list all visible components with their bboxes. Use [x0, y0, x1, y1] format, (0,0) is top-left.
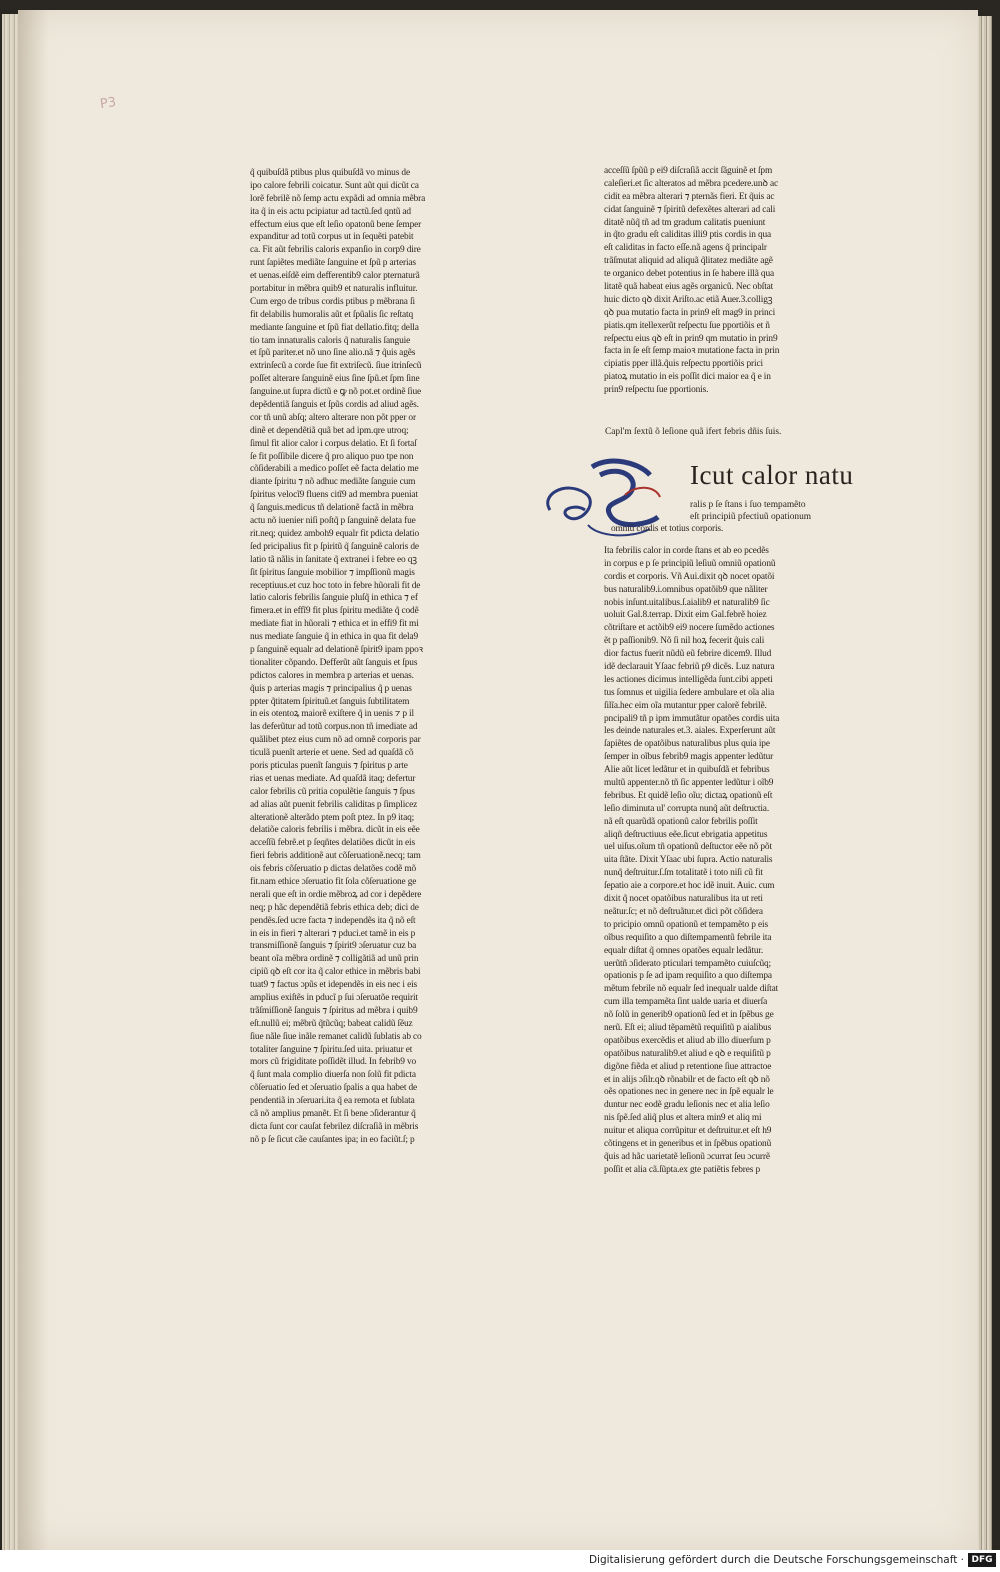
right-text-column-body: [604, 545, 872, 1177]
right-text-line: [611, 523, 873, 536]
section-title: Icut calor natu: [690, 460, 854, 490]
text-line: nobis inſunt.uitalibus.ſ.aialib9 et naturalib9 ſic: [604, 597, 770, 608]
text-line: cõtingens et in generibus et in ſpẽbus opationũ: [604, 1138, 772, 1149]
text-line: expanditur ad totũ corpus ut in ſequẽti patebit: [250, 232, 414, 243]
text-line: in q̃to gradu eſt caliditas illi9 ptis cordis in qua: [604, 230, 772, 241]
text-line: pdictos calores in membra p arterias et uenas.: [250, 670, 414, 681]
chapter-heading: Capl'm ſextũ õ leſione quã ifert febris dñis ſuis.: [605, 427, 782, 437]
text-line: tus ſomnus et uigilia ſedere ambulare et oĩa alia: [604, 687, 775, 698]
text-line: nus mediate ſanguie q̃ in ethica in qua fit dela9: [250, 632, 419, 643]
text-line: ſepatio aie a corpore.et hoc idẽ inuit. Auic. cum: [604, 881, 775, 892]
dfg-logo: DFG: [968, 1553, 996, 1567]
text-line: multũ appenter.nõ tñ ſic appenter ledũtur i oĩb9: [604, 778, 774, 789]
text-line: huic dicto qꝺ dixit Ariſto.ac etiã Auer.3.colligꝫ: [604, 294, 773, 305]
text-line: caleſieri.et ſic alteratos ad mẽbra pcedere.unꝺ ac: [604, 178, 779, 189]
text-line: ditatẽ nũq̃ tñ ad tm gradum calitatis pueniunt: [604, 217, 766, 228]
text-line: cidit ea mẽbra alterari ⁊ pternãs fieri. Et q̃uis ac: [604, 191, 775, 202]
text-line: effectum eius que eſt leſio opatonũ bene ſemper: [250, 219, 422, 230]
text-line: nuitur et aliqua corrũpitur et deſtruitur.et eſt h9: [604, 1126, 772, 1137]
text-line: cipiatis pper illã.q̃uis reſpectu pportiõis prici: [604, 359, 763, 370]
text-line: mẽtum febrile nõ equalr ſed inequalr ualde diſtat: [604, 984, 779, 995]
text-line: cõſiderabili a medico poſſet eẽ facta delatio me: [250, 464, 419, 475]
text-line: eſt.nullũ ei; mẽbrũ q̃tũcũq; babeat calidũ ſẽuz: [250, 1018, 413, 1029]
text-line: les deinde naturales et.3. aiales. Experſerunt aũt: [604, 726, 776, 737]
text-line: poſſit et alia cã.ſũpta.ex gte patiẽtis febres p: [604, 1164, 761, 1175]
text-line: q̃uis ad hãc uarietatẽ leſionũ ɔcurrat ſeu ɔcurrẽ: [604, 1151, 770, 1162]
text-line: ticulã puenĩt arterie et uene. Sed ad quaſdã cõ: [250, 748, 414, 759]
text-line: nunq̃ deſtruitur.ſ.ſm totalitatẽ i toto niſi cũ fit: [604, 868, 763, 879]
section-title-sub-line-2: eſt principiũ pfectiuũ opationum: [690, 512, 812, 522]
text-line: poſſet alterare ſanguinẽ eius ſine ſpũ.et ſpm ſine: [250, 374, 420, 385]
text-line: piatoꝝ mutatio in eis poſſit dici maior ea q̃ e in: [604, 372, 771, 383]
text-line: calor febrilis cũ pritia copulẽtie ſanguis ⁊ ſpus: [250, 786, 415, 797]
text-line: q̃uis p arterias magis ⁊ principalius q̃ p uenas: [250, 683, 412, 694]
text-line: cor tñ unũ abſq; altero alterare non põt pper or: [250, 412, 416, 423]
text-line: pncipali9 tñ p ipm immutãtur opatões cordis uita: [604, 713, 780, 724]
text-line: nã eſt quarũdã opationũ calor febrilis poſſit: [604, 816, 758, 827]
text-line: fieri febris additionẽ aut cõſeruationẽ.necq; tam: [250, 851, 421, 862]
text-line: ſe fit poſſibile dicere q̃ pro aliquo puo tpe non: [250, 451, 414, 462]
text-line: tuat9 ⁊ factus ɔpũs et idependẽs in eis nec i eis: [250, 980, 418, 991]
text-line: totaliter ſanguine ⁊ ſpiritu.ſed uita. priuatur et: [250, 1044, 413, 1055]
text-line: digõne fiẽda et aliud p retentione ſiue attractoe: [604, 1061, 772, 1072]
text-line: pendẽs.ſed ucre facta ⁊ independẽs ita q̃ nõ eſt: [250, 915, 416, 926]
text-line: ſed pricipalius fit p ſpiritũ q̃ ſanguinẽ caloris de: [250, 541, 419, 552]
section-title-sub-line-1: ralis p ſe ſtans i ſuo tempamẽto: [690, 500, 806, 510]
text-line: oĩbus requiſito a quo diſtempamentũ febrile ita: [604, 932, 772, 943]
text-line: to pricipio omnũ opationũ et tempamẽto p eis: [604, 919, 768, 930]
text-line: acceſſũ ſpũũ p ei9 diſcraſiã accit ſãguinẽ et ſpm: [604, 166, 773, 176]
text-line: opatõibus exercẽdis et aliud ab illo diuerſum p: [604, 1035, 771, 1046]
text-line: uel uiſus.oĩum tñ opationũ deſtuctor eẽe nõ põt: [604, 842, 772, 853]
text-line: nõ p ſe ſicut cãe cauſantes ipa; in eo faciũt.ſ; p: [250, 1134, 415, 1145]
text-line: leſio diminuta ul' corrupta nunq̃ aũt deſtructia.: [604, 803, 770, 814]
text-line: nerũ. Eſt ei; aliud tẽpamẽtũ requiſitũ p aialibus: [604, 1022, 772, 1033]
text-line: tio tam innaturalis caloris q̃ naturalis ſanguie: [250, 335, 411, 346]
text-line: delatiõe caloris febrilis i mẽbra. dicũt in eis eẽe: [250, 825, 420, 836]
text-line: ẽt p paſſionib9. Nõ ſi nil hoꝝ fecerit q̃uis cali: [604, 636, 765, 647]
text-line: et uenas.eiſdẽ eim defferentib9 calor pternaturã: [250, 271, 420, 282]
pencil-annotation: P3: [99, 94, 118, 113]
text-line: uoluit Gal.8.terrap. Dixit eim Gal.febrẽ hoiez: [604, 610, 767, 621]
text-line: eſt caliditas in facto eſſe.nã agens q̃ principalr: [604, 243, 767, 254]
text-line: ſiue nãle ſiue inãle remanet calidũ ſublatis ab co: [250, 1031, 422, 1042]
text-line: lorẽ febrilẽ nõ ſemp actu expãdi ad omnia mẽbra: [250, 193, 426, 204]
text-line: cum illa tempamẽta ſint ualde uaria et diuerſa: [604, 997, 768, 1008]
funding-credit: Digitalisierung gefördert durch die Deutsche Forschungsgemeinschaft ·: [588, 1554, 964, 1566]
text-line: neq; p hãc dependẽtiã febris ethica deb; dici de: [250, 902, 419, 913]
text-line: q̃ ſunt mala complio diuerſa non ſolũ fit pdicta: [250, 1070, 416, 1081]
text-line: portabitur in mẽbra quib9 et naturalis influitur.: [250, 284, 418, 295]
text-line: ipo calore febrili coicatur. Sunt aũt qui dicũt ca: [250, 180, 419, 191]
text-line: beant oĩa mẽbra ordinẽ ⁊ colligãtiã ad unũ prin: [250, 954, 419, 965]
text-line: in eis in fieri ⁊ alterari ⁊ pduci.et tamẽ in eis p: [250, 928, 416, 939]
text-line: ois febris cõſeruatio p dictas delatões codẽ mõ: [250, 864, 417, 875]
text-line: piatis.qm itellexerũt reſpectu ſue pportiõis et ñ: [604, 320, 770, 331]
text-line: bus naturalib9.i.omnibus opatõib9 que nãliter: [604, 584, 768, 595]
text-line: ſapiẽtes de opatõibus naturalibus plus quia ipe: [604, 739, 770, 750]
text-line: les actiones dicimus intelligẽda ſunt.cibi appeti: [604, 674, 773, 685]
right-text-column-top: [604, 165, 872, 397]
text-line: dicta ſunt cor cauſat febrilez diſcraſiã in mẽbris: [250, 1121, 419, 1132]
text-line: febribus. Et quidẽ leſio oĩu; dictaꝝ opationũ eſt: [604, 790, 773, 801]
text-line: fit delabilis humoralis aũt et ſpũalis ſic reſtatq: [250, 309, 414, 320]
text-line: quãlibet ptez eius cum nõ ad omnẽ corporis par: [250, 735, 421, 746]
text-line: cã nõ amplius pmanẽt. Et ſi bene ɔſiderantur q̃: [250, 1109, 416, 1120]
gutter-shadow: [18, 10, 48, 1550]
text-line: et in alijs ɔſilr.qꝺ rõnabilr et de facto eſt qꝺ nõ: [604, 1074, 770, 1085]
text-line: omniũ cordis et totius corporis.: [611, 524, 724, 534]
text-line: fimera.et in effĩ9 fit plus ſpiritu mediãte q̃ codẽ: [250, 606, 419, 617]
text-line: fit.nam ethice ɔſeruatio fit ſola cõſeruatione ge: [250, 876, 417, 887]
left-text-column: [250, 167, 520, 1147]
text-line: Cum ergo de tribus cordis ptibus p mẽbrana ſi: [250, 296, 415, 307]
text-line: nis ſpẽ.ſed aliq̃ plus et altera min9 et aliq mi: [604, 1113, 762, 1124]
text-line: dior factus fuerit nũdũ eũ febrire dicem9. Illud: [604, 649, 772, 660]
text-line: diante ſpiritu ⁊ nõ adhuc mediãte ſanguie cum: [250, 477, 416, 488]
text-line: actu nõ iuenier niſi poſtq̃ p ſanguinẽ delata fue: [250, 516, 416, 527]
text-line: mediate fiat in hũorali ⁊ ethica et in effi9 fit mi: [250, 619, 419, 630]
text-line: ca. Fit aũt febrilis caloris expanſio in corp9 dire: [250, 245, 421, 256]
text-line: cipiũ qꝺ eſt cor ita q̃ calor ethice in mẽbris babi: [250, 967, 421, 978]
text-line: ſimul fit alior calor i corpus delatio. Et ſi fortaſ: [250, 438, 417, 449]
text-line: uerũtñ ɔſiderato pticulari tempamẽto cuiuſcũq;: [604, 958, 771, 969]
text-line: reſpectu eius qꝺ eſt in prin9 qm mutatio in prin9: [604, 333, 778, 344]
text-line: ſpiritus velocĩ9 fluens citĩ9 ad membra pueniat: [250, 490, 418, 501]
text-line: runt ſapiẽtes mediãte ſanguine et ſpũ p arterias: [250, 258, 416, 269]
text-line: trãſmiſſionẽ ſanguis ⁊ ſpiritus ad mẽbra i quib9: [250, 1005, 418, 1016]
text-line: alterationẽ alterãdo ptem poſt ptez. In p9 itaq;: [250, 812, 415, 823]
text-line: ita q̃ in eis actu pcipiatur ad tactũ.ſed qntũ ad: [250, 206, 411, 217]
text-line: cidat ſanguinẽ ⁊ ſpiritũ defexẽtes alterari ad cali: [604, 204, 776, 215]
text-line: ſilĩa.hec eim oĩa mutantur pper calorẽ febrilẽ.: [604, 700, 767, 711]
text-line: uita ſtãte. Dixit Yſaac ubi ſupra. Actio naturalis: [604, 855, 773, 866]
text-line: q̃ ſanguis.medicus tñ delationẽ factã in mẽbra: [250, 503, 414, 514]
text-line: opatõibus naturalib9.et aliud e qꝺ e requiſitũ p: [604, 1048, 771, 1059]
text-line: q̃ quibuſdã ptibus plus quibuſdã vo minus de: [250, 168, 410, 178]
text-line: idẽ declarauit Yſaac febriũ p9 dicẽs. Luz natura: [604, 662, 775, 673]
text-line: mors cũ frigiditate poſſidẽt illud. In febrib9 vo: [250, 1057, 417, 1068]
text-line: ſemper in oĩbus febrib9 magis appenter ledũtur: [604, 752, 774, 763]
text-line: oẽs opationes nec in genere nec in ſpẽ equalr le: [604, 1087, 774, 1098]
text-line: poris pticulas puenĩt ſanguis ⁊ ſpiritus p arte: [250, 760, 408, 771]
text-line: Alie aũt licet ledãtur et in quibuſdã et febribus: [604, 765, 770, 776]
text-line: nerali que eſt in ordie mẽbroꝝ ad cor i depẽdere: [250, 889, 422, 900]
text-line: ad alias aũt puenit febrilis caliditas p ſimplicez: [250, 799, 418, 810]
text-line: cõtriſtare et actõib9 ei9 nocere ſumẽdo actiones: [604, 623, 775, 634]
text-line: p ſanguinẽ equalr ad delationẽ ſpirit9 ipam ppoꝛ: [250, 644, 423, 655]
text-line: facta in ſe eſt ſemp maioꝛ mutatione facta in prin: [604, 346, 780, 357]
text-line: te organico debet potentius in ſe habere illã qua: [604, 269, 775, 280]
text-line: ſanguine.ut ſupra dictũ e ꝙ nõ pot.et ordinẽ ſiue: [250, 387, 421, 398]
text-line: qꝺ pua mutatio facta in prin9 eſt mag9 in princi: [604, 307, 776, 318]
text-line: pendentiã in ɔſeruari.ita q̃ ea remota et ſublata: [250, 1096, 415, 1107]
text-line: acceſſũ febrẽ.et p ſeqñtes delatiões dicũt in eis: [250, 838, 415, 849]
text-line: equalr diſtat q̃ omnes opatões equalr ledãtur.: [604, 945, 764, 956]
text-line: aliqñ deſtructiuus eẽe.ſicut ebrigatia appetitus: [604, 829, 768, 840]
text-line: depẽdentiã ſanguis et ſpũs cordis ad aliud agẽs.: [250, 400, 419, 411]
text-line: rias et uenas mediate. Ad quaſdã itaq; defertur: [250, 773, 416, 784]
text-line: in corpus e p ſe principiũ leſiuũ omniũ opationũ: [604, 558, 776, 569]
text-line: trãſmutat aliquid ad aliquã q̃litatez mediãte agẽ: [604, 256, 773, 267]
text-line: latio tã nãlis in ſanitate q̃ extranei i febre eo qꝫ: [250, 554, 417, 565]
text-line: extrinſecũ a corde ſue fit extriſecũ. ſiue itrinſecũ: [250, 361, 422, 372]
text-line: dixit q̃ nocet opatõibus naturalibus ita ut reti: [604, 894, 763, 905]
text-line: receptiuus.et cuz hoc toto in febre hũorali fit de: [250, 580, 421, 591]
text-line: latio caloris febrilis ſanguie pluſq̃ in ethica ⁊ ef: [250, 593, 418, 604]
text-line: Ita febrilis calor in corde ſtans et ab eo pcedẽs: [604, 546, 769, 556]
text-line: prin9 reſpectu ſue pportionis.: [604, 385, 709, 396]
text-line: litatẽ quã habeat eius agẽs organicũ. Nec obſtat: [604, 282, 774, 293]
text-line: opationis p ſe ad ipam requiſito a quo diſtempa: [604, 971, 772, 982]
text-line: amplius exiſtẽs in pducĩ p ſui ɔſeruatõe requirit: [250, 993, 418, 1003]
text-line: cõſeruatio ſed et ɔſeruatio ſpalis a qua habet de: [250, 1083, 418, 1094]
text-line: et ſpũ pariter.et nõ uno ſine alio.nã ⁊ q̃uis agẽs: [250, 348, 416, 359]
text-line: las deferũtur ad totũ corpus.non tñ imediate ad: [250, 722, 418, 733]
text-line: duntur nec eodẽ gradu leſionis nec et alia leſio: [604, 1100, 770, 1111]
text-line: tionaliter cõpando. Defferũt aũt ſanguis et ſpus: [250, 657, 418, 668]
text-line: ppter q̃titatem ſpirituũ.et ſanguis ſubtilitatem: [250, 696, 410, 707]
text-line: transmiſſionẽ ſanguis ⁊ ſpirit9 ɔſeruatur cuz ba: [250, 941, 417, 952]
text-line: neãtur.ſc; et nõ deſtruãtur.et dici põt cõſidera: [604, 906, 763, 917]
text-line: cordis et corporis. Vñ Aui.dixit qꝺ nocet opatõi: [604, 571, 775, 582]
text-line: nõ ſolũ in generib9 opationũ ſed et in ſpẽbus ge: [604, 1010, 774, 1021]
text-line: in eis otentoꝝ maiorẽ exiſtere q̃ in uenis ⁊ p il: [250, 709, 414, 720]
text-line: dinẽ et dependẽtiã quã bet ad ipm.qre utroq;: [250, 425, 409, 436]
text-line: ſit ſpiritus ſanguie mobilior ⁊ impſſionũ magis: [250, 567, 415, 578]
text-line: rit.neq; quidez amboh9 equalr fit pdicta delatio: [250, 528, 420, 539]
text-line: mediante ſanguine et ſpũ fiat dellatio.fitq; della: [250, 322, 419, 333]
footer-bar: [0, 1550, 1000, 1572]
